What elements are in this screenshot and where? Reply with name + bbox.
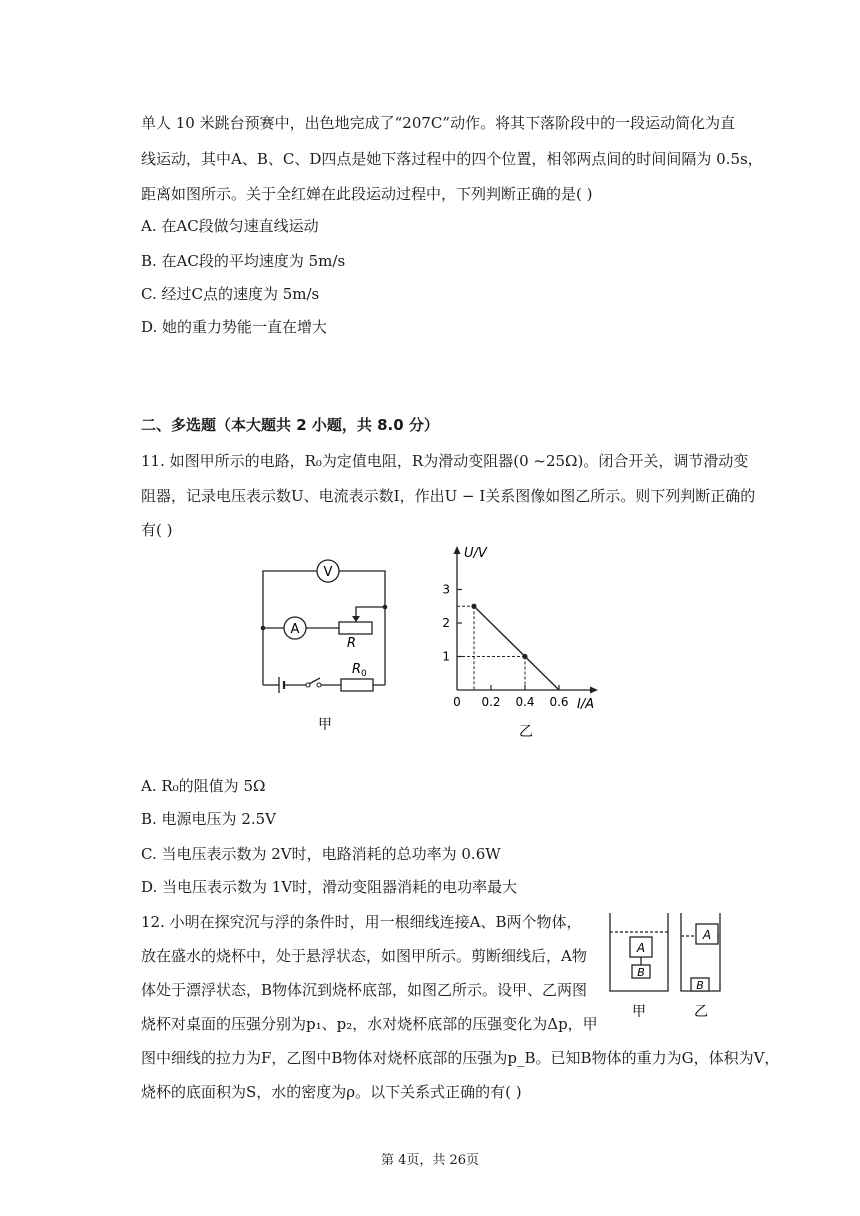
q10-line-1: 单人 10 米跳台预赛中，出色地完成了“207C”动作。将其下落阶段中的一段运动简化为直 <box>141 114 736 132</box>
rheostat-symbol <box>339 622 372 634</box>
x-tick-label: 0.4 <box>515 695 535 709</box>
rheostat-label: R <box>347 636 357 651</box>
section-title: 二、多选题（本大题共 2 小题，共 8.0 分） <box>141 416 439 434</box>
q11-line-2: 阻器，记录电压表示数U、电流表示数I，作出U − I关系图像如图乙所示。则下列判断正确的 <box>141 487 756 505</box>
q12-line-3: 体处于漂浮状态，B物体沉到烧杯底部，如图乙所示。设甲、乙两图 <box>141 981 588 999</box>
x-tick-label: 0.2 <box>481 695 501 709</box>
q10-option-d: D. 她的重力势能一直在增大 <box>141 318 328 336</box>
y-axis-label: U/V <box>464 546 487 561</box>
resistor-label: $R_0$ <box>352 662 367 679</box>
q10-line-3: 距离如图所示。关于全红婵在此段运动过程中，下列判断正确的是( ) <box>141 185 593 203</box>
block-a-label-left: A <box>636 941 646 955</box>
block-b-label-left: B <box>637 966 645 979</box>
q12-line-1: 12. 小明在探究沉与浮的条件时，用一根细线连接A、B两个物体， <box>141 913 582 931</box>
series-line <box>474 606 559 690</box>
y-tick-label: 2 <box>442 616 450 630</box>
q11-option-b: B. 电源电压为 2.5V <box>141 810 277 828</box>
y-tick-label: 1 <box>442 649 450 664</box>
block-a-label-right: A <box>702 928 712 942</box>
voltmeter-label: V <box>323 565 333 580</box>
q10-option-c: C. 经过C点的速度为 5m/s <box>141 285 320 303</box>
page-footer: 第 4页，共 26页 <box>380 1153 480 1168</box>
q11-option-c: C. 当电压表示数为 2V时，电路消耗的总功率为 0.6W <box>141 845 501 863</box>
q10-line-2: 线运动，其中A、B、C、D四点是她下落过程中的四个位置，相邻两点间的时间间隔为 0.5s， <box>141 150 763 168</box>
q12-line-4: 烧杯对桌面的压强分别为p₁、p₂，水对烧杯底部的压强变化为Δp，甲 <box>141 1015 598 1033</box>
q10-option-b: B. 在AC段的平均速度为 5m/s <box>141 252 346 270</box>
x-tick-label: 0.6 <box>549 695 569 709</box>
data-point <box>471 604 476 609</box>
graph-caption: 乙 <box>519 724 533 740</box>
circuit-caption: 甲 <box>318 717 332 733</box>
beaker-caption-left: 甲 <box>632 1004 646 1020</box>
q12-line-2: 放在盛水的烧杯中，处于悬浮状态，如图甲所示。剪断细线后，A物 <box>141 947 587 965</box>
data-point <box>522 654 527 659</box>
q12-line-6: 烧杯的底面积为S，水的密度为ρ。以下关系式正确的有( ) <box>141 1083 522 1101</box>
ui-graph <box>440 540 605 740</box>
q11-option-a: A. R₀的阻值为 5Ω <box>141 777 266 795</box>
q11-option-d: D. 当电压表示数为 1V时，滑动变阻器消耗的电功率最大 <box>141 878 518 896</box>
q10-option-a: A. 在AC段做匀速直线运动 <box>141 217 319 235</box>
ammeter-label: A <box>290 622 300 637</box>
y-tick-label: 3 <box>442 582 450 597</box>
beaker-figure <box>605 908 725 1023</box>
beaker-caption-right: 乙 <box>694 1004 708 1020</box>
circuit-diagram <box>255 555 400 735</box>
x-axis-label: I/A <box>577 697 595 712</box>
block-b-label-right: B <box>696 979 704 992</box>
origin-label: 0 <box>453 695 461 709</box>
q12-line-5: 图中细线的拉力为F，乙图中B物体对烧杯底部的压强为p_B。已知B物体的重力为G，体积为V， <box>141 1049 780 1067</box>
q11-line-3: 有( ) <box>141 521 173 539</box>
resistor-symbol <box>341 679 373 691</box>
q11-line-1: 11. 如图甲所示的电路，R₀为定值电阻，R为滑动变阻器(0 ~25Ω)。闭合开关，调节滑动变 <box>141 452 749 470</box>
